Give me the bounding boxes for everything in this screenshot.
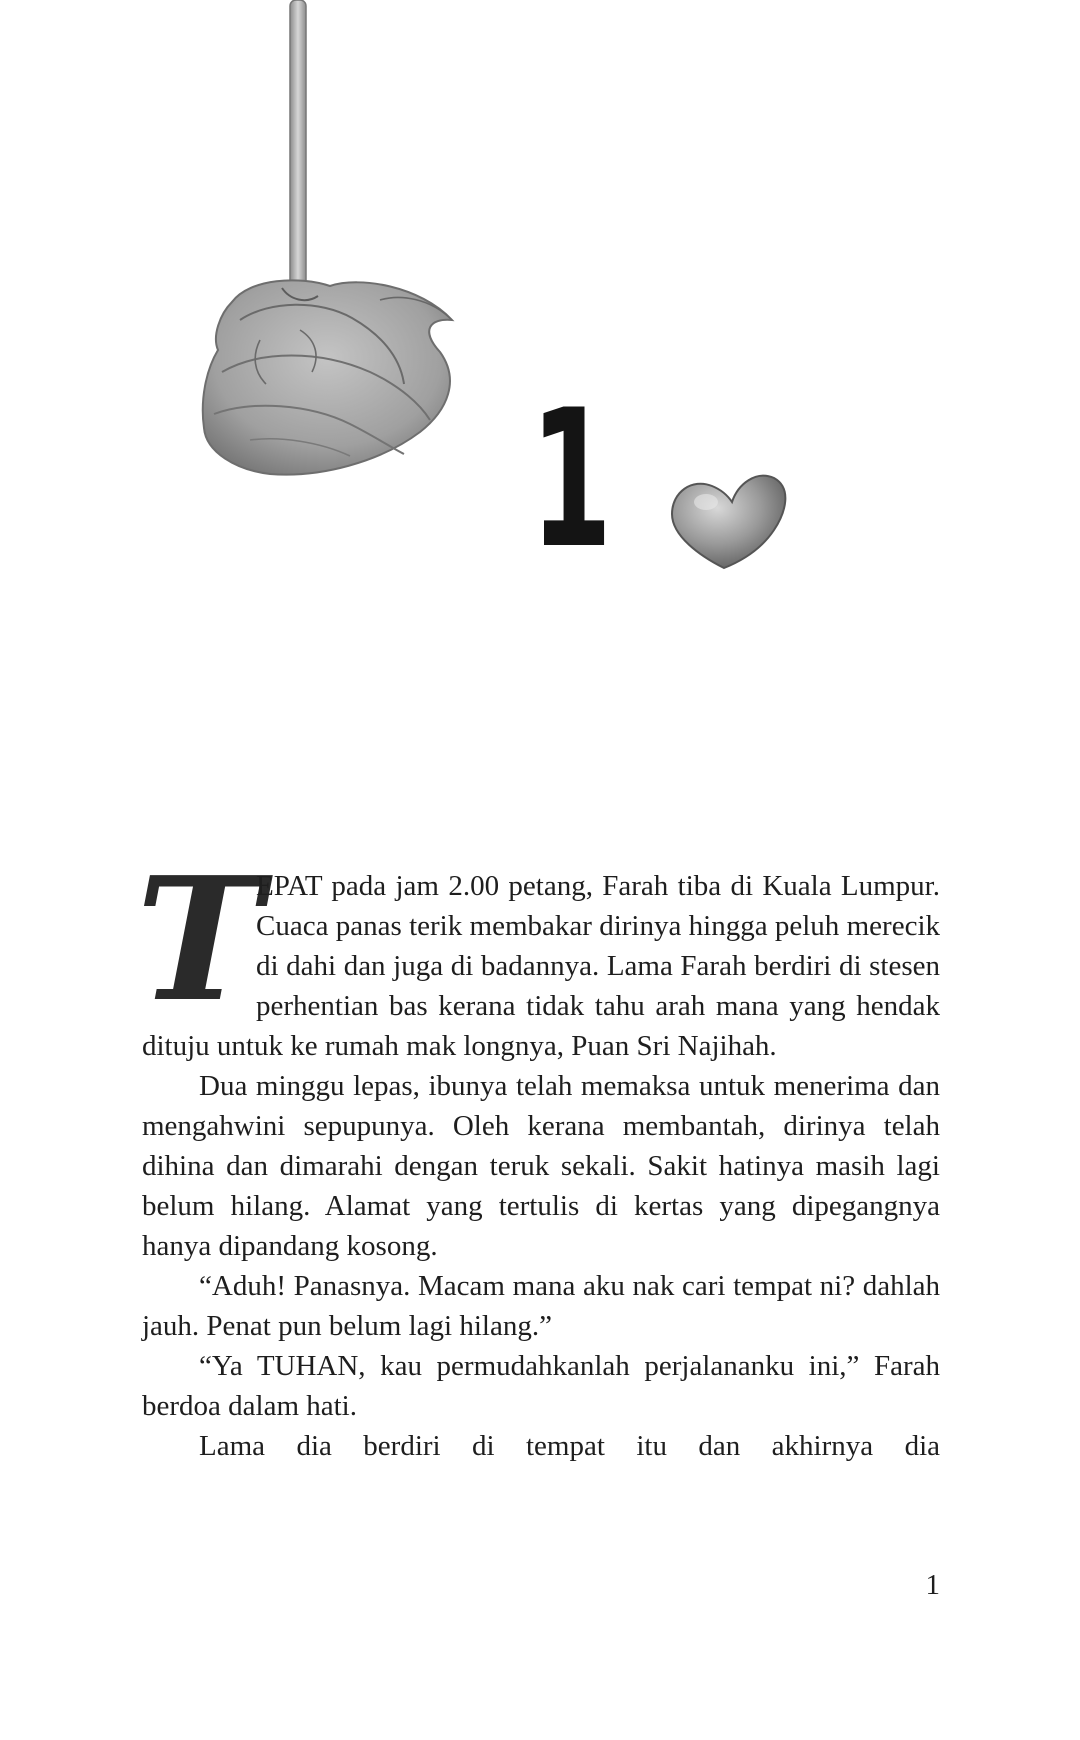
- paragraph-5: Lama dia berdiri di tempat itu dan akhirnya dia: [199, 1430, 940, 1462]
- chapter-body: [136, 840, 940, 1466]
- heart-icon: [672, 476, 785, 568]
- paragraph-2: Dua minggu lepas, ibunya telah memaksa untuk menerima dan mengahwini sepupunya. Oleh kerana membantah, dirinya telah dihina dan dimarahi dengan teruk sekali. Sakit hatinya masih lagi belum hilang. Alamat yang tertulis di kertas yang dipegangnya hanya dipandang kosong.: [142, 1070, 940, 1262]
- paragraph-1: [136, 840, 940, 1066]
- page-number: 1: [925, 1569, 940, 1601]
- paragraph-4: “Ya TUHAN, kau permudahkanlah perjalananku ini,” Farah berdoa dalam hati.: [142, 1350, 940, 1422]
- paragraph-3: “Aduh! Panasnya. Macam mana aku nak cari tempat ni? dahlah jauh. Penat pun belum lagi hilang.”: [142, 1270, 940, 1342]
- chapter-number: 1: [530, 369, 613, 590]
- drop-cap: T: [136, 840, 263, 1040]
- rose-icon: [203, 0, 452, 475]
- rose-stem: [290, 0, 306, 292]
- rose-head: [203, 280, 452, 474]
- paragraph-1-text: EPAT pada jam 2.00 petang, Farah tiba di Kuala Lumpur. Cuaca panas terik membakar dirinya hingga peluh merecik di dahi dan juga di badannya. Lama Farah berdiri di stesen perhentian bas kerana tidak tahu arah mana yang hendak dituju untuk ke rumah mak longnya, Puan Sri Najihah.: [142, 870, 940, 1062]
